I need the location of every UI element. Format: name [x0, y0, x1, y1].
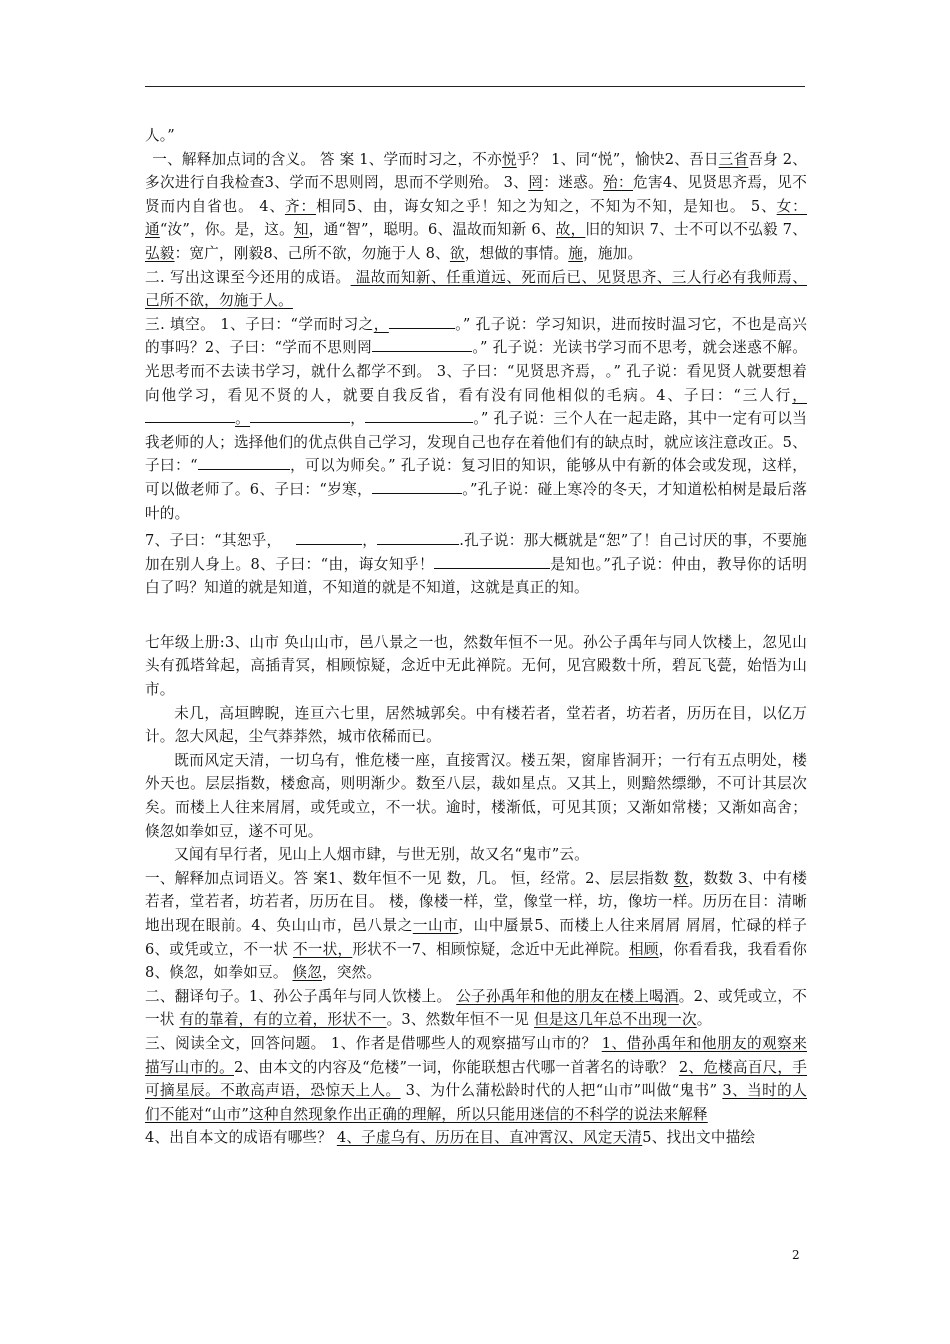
page-number: 2 — [792, 1248, 800, 1262]
fill-blank[interactable] — [365, 407, 473, 423]
shanshi-question-1: 一、解释加点词语义。答 案1、数年恒不一见 数，几。 恒，经常。2、层层指数 数，数数 3、中有楼若者，堂若者，坊若者，历历在目。 楼，像楼一样，堂，像堂一样，坊，像坊一样。历历在目：清晰地出现在眼前。4、奂山山市，邑八景之一山市，山中蜃景5、而楼上人往来屑屑 屑屑，忙碌的样子6、或凭或立，不一状 不一状，形状不一7、相顾惊疑，念近中无此禅院。相顾，你看看我，我看看你 8、倏忽，如拳如豆。 倏忽，突然。 — [145, 869, 808, 982]
shanshi-question-3: 三、阅读全文，回答问题。 1、作者是借哪些人的观察描写山市的？ 1、借孙禹年和他朋友的观察来描写山市的。2、由本文的内容及“危楼”一词，你能联想古代哪一首著名的诗歌？ 2、危楼高百尺，手可摘星辰。不敢高声语，恐惊天上人。 3、为什么蒲松龄时代的人把“山市”叫做“鬼书” 3、当时的人们不能对“山市”这种自然现象作出正确的理解，所以只能用迷信的不科学的说法来解释 — [145, 1034, 808, 1123]
fill-blank[interactable] — [372, 478, 462, 494]
fill-blank[interactable] — [377, 529, 459, 545]
document-body — [145, 124, 807, 1150]
shanshi-text-4: 又闻有早行者，见山上人烟市肆，与世无别，故又名“鬼市”云。 — [174, 846, 589, 864]
fill-blank[interactable] — [250, 407, 350, 423]
shanshi-question-2: 二、翻译句子。1、孙公子禹年与同人饮楼上。 公子孙禹年和他的朋友在楼上喝酒。2、或凭或立，不一状 有的靠着，有的立着，形状不一。3、然数年恒不一见 但是这几年总不出现一次。 — [145, 987, 807, 1029]
shanshi-question-4: 4、出自本文的成语有哪些？ 4、子虚乌有、历历在目、直冲霄汉、风定天清5、找出文中描绘 — [145, 1129, 756, 1147]
header-rule — [145, 86, 805, 87]
fill-blank[interactable] — [145, 407, 235, 423]
shanshi-text-1: 七年级上册:3、山市 奂山山市，邑八景之一也，然数年恒不一见。孙公子禹年与同人饮楼上，忽见山头有孤塔耸起，高插青冥，相顾惊疑，念近中无此禅院。无何，见宫殿数十所，碧瓦飞甍，始悟为山市。 — [145, 633, 807, 699]
shanshi-text-3: 既而风定天清，一切乌有，惟危楼一座，直接霄汉。楼五架，窗扉皆洞开；一行有五点明处，楼外天也。层层指数，楼愈高，则明渐少。数至八层，裁如星点。又其上，则黯然缥缈，不可计其层次矣。而楼上人往来屑屑，或凭或立，不一状。逾时，楼渐低，可见其顶；又渐如常楼；又渐如高舍；倏忽如拳如豆，遂不可见。 — [145, 751, 807, 840]
lunyu-section-2: 二. 写出这课至今还用的成语。 温故而知新、任重道远、死而后已、见贤思齐、三人行必有我师焉、己所不欲，勿施于人。 — [145, 268, 807, 310]
lunyu-section-3-continued: 7、子曰：“其恕乎， ， .孔子说：那大概就是“恕”了！自己讨厌的事，不要施加在别人身上。8、子曰：“由，诲女知乎！ 是知也。”孔子说：仲由，教导你的话明白了吗？知道的就是知道，不知道的就是不知道，这就是真正的知。 — [145, 529, 807, 600]
section-gap — [145, 600, 807, 631]
lunyu-section-3: 三. 填空。 1、子曰：“学而时习之， 。” 孔子说：学习知识，进而按时温习它，不也是高兴的事吗？2、子曰：“学而不思则罔 。” 孔子说：光读书学习而不思考，就会迷惑不解。光思考而不去读书学习，就什么都学不到。 3、子曰：“见贤思齐焉，。” 孔子说：看见贤人就要想着向他学习，看见不贤的人，就要自我反省，看有没有同他相似的毛病。4、子曰：“三人行，。 ， 。” 孔子说：三个人在一起走路，其中一定有可以当我老师的人；选择他们的优点供自己学习，发现自己也存在着他们有的缺点时，就应该注意改正。5、子曰：“ ，可以为师矣。” 孔子说：复习旧的知识，能够从中有新的体会或发现，这样，可以做老师了。6、子曰：“岁寒， 。”孔子说：碰上寒冷的冬天，才知道松柏树是最后落叶的。 — [145, 313, 807, 525]
fill-blank[interactable] — [372, 336, 472, 352]
fill-blank[interactable] — [434, 553, 550, 569]
intro-line: 人。” — [145, 127, 175, 144]
fill-blank[interactable] — [198, 454, 290, 470]
shanshi-text-2: 未几，高垣睥睨，连亘六七里，居然城郭矣。中有楼若者，堂若者，坊若者，历历在目，以亿万计。忽大风起，尘气莽莽然，城市依稀而已。 — [145, 704, 807, 746]
fill-blank[interactable] — [296, 529, 362, 545]
fill-blank[interactable] — [389, 313, 455, 329]
lunyu-section-1: 一、解释加点词的含义。 答 案 1、学而时习之，不亦悦乎？ 1、同“悦”，愉快2、吾日三省吾身 2、多次进行自我检查3、学而不思则罔，思而不学则殆。 3、罔：迷惑。殆：危害4、见贤思齐焉，见不贤而内自省也。 4、齐：相同5、由，诲女知之乎！知之为知之，不知为不知，是知也。 5、女：通“汝”，你。是，这。知，通“智”，聪明。6、温故而知新 6、故，旧的知识 7、士不可以不弘毅 7、弘毅：宽广，刚毅8、己所不欲，勿施于人 8、欲，想做的事情。施，施加。 — [145, 150, 808, 262]
